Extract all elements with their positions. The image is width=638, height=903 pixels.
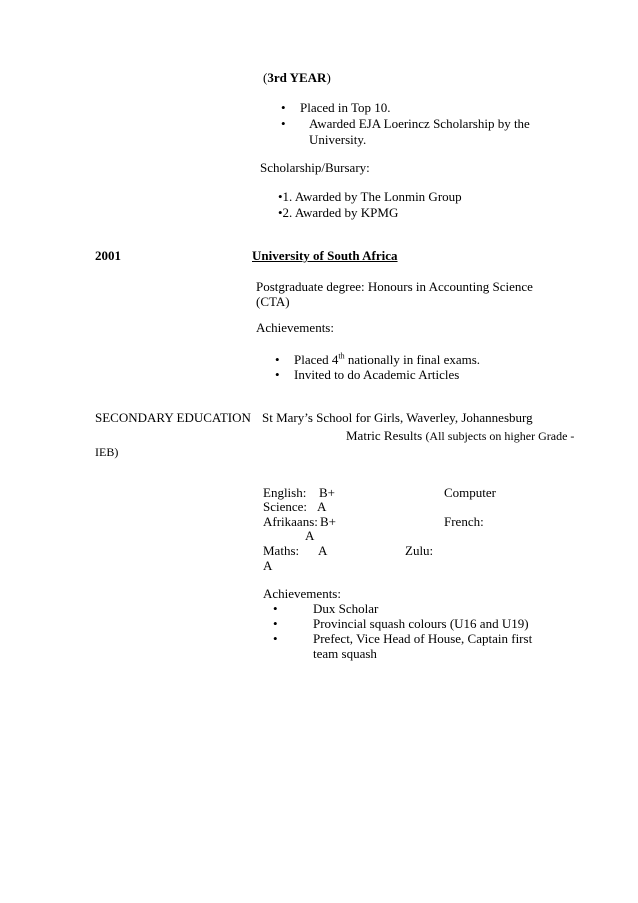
grade-zulu-value: A xyxy=(263,558,273,573)
bullet-glyph: • xyxy=(273,616,278,631)
grade-afrikaans-value: B+ xyxy=(320,514,337,529)
secondary-achievement-2: Provincial squash colours (U16 and U19) xyxy=(313,616,529,631)
grade-zulu-label: Zulu: xyxy=(405,543,434,558)
grade-science-label: Science: xyxy=(263,499,308,514)
grade-afrikaans-label: Afrikaans: xyxy=(263,514,318,529)
heading-text: 3rd YEAR xyxy=(267,70,327,85)
third-year-bullet-2: Awarded EJA Loerincz Scholarship by the xyxy=(309,116,530,131)
secondary-achievement-1: Dux Scholar xyxy=(313,601,379,616)
unisa-year: 2001 xyxy=(95,248,121,263)
grade-english-value: B+ xyxy=(319,485,336,500)
bullet-glyph: • xyxy=(273,631,278,646)
grade-french-label: French: xyxy=(444,514,484,529)
unisa-achievements-label: Achievements: xyxy=(256,320,334,335)
heading-paren-close: ) xyxy=(326,70,331,85)
scholarship-label: Scholarship/Bursary: xyxy=(260,160,370,175)
matric-note-cont: IEB) xyxy=(95,445,119,459)
placed-superscript: th xyxy=(338,351,345,361)
bullet-glyph: • xyxy=(281,100,286,115)
bullet-glyph: • xyxy=(281,116,286,131)
secondary-label: SECONDARY EDUCATION xyxy=(95,410,251,425)
matric-note: (All subjects on higher Grade - xyxy=(425,429,575,443)
secondary-achievements-label: Achievements: xyxy=(263,586,341,601)
secondary-achievement-3-cont: team squash xyxy=(313,646,377,661)
grade-maths-label: Maths: xyxy=(263,543,300,558)
grade-computer-label: Computer xyxy=(444,485,496,500)
unisa-degree-line1: Postgraduate degree: Honours in Accounting Science xyxy=(256,279,533,294)
scholarship-item-2: •2. Awarded by KPMG xyxy=(278,205,399,220)
secondary-achievement-3: Prefect, Vice Head of House, Captain first xyxy=(313,631,533,646)
matric-label: Matric Results xyxy=(346,428,423,443)
unisa-degree-line2: (CTA) xyxy=(256,294,290,309)
third-year-bullet-2-cont: University. xyxy=(309,132,367,147)
grade-french-value: A xyxy=(305,528,315,543)
placed-text: Placed 4 xyxy=(294,352,339,367)
third-year-bullet-1: Placed in Top 10. xyxy=(300,100,391,115)
bullet-glyph: • xyxy=(273,601,278,616)
placed-text-rest: nationally in final exams. xyxy=(344,352,481,367)
scholarship-item-1: •1. Awarded by The Lonmin Group xyxy=(278,189,462,204)
bullet-glyph: • xyxy=(275,352,280,367)
grade-maths-value: A xyxy=(318,543,328,558)
unisa-achievement-invited: Invited to do Academic Articles xyxy=(294,367,460,382)
unisa-institution: University of South Africa xyxy=(252,248,398,263)
grade-english-label: English: xyxy=(263,485,307,500)
grade-science-value: A xyxy=(317,499,327,514)
heading-paren-open: ( xyxy=(263,70,268,85)
matric-results xyxy=(346,428,574,444)
bullet-glyph: • xyxy=(275,367,280,382)
unisa-achievement-placed xyxy=(294,352,480,367)
secondary-school: St Mary’s School for Girls, Waverley, Johannesburg xyxy=(262,410,533,425)
third-year-heading xyxy=(263,70,331,85)
